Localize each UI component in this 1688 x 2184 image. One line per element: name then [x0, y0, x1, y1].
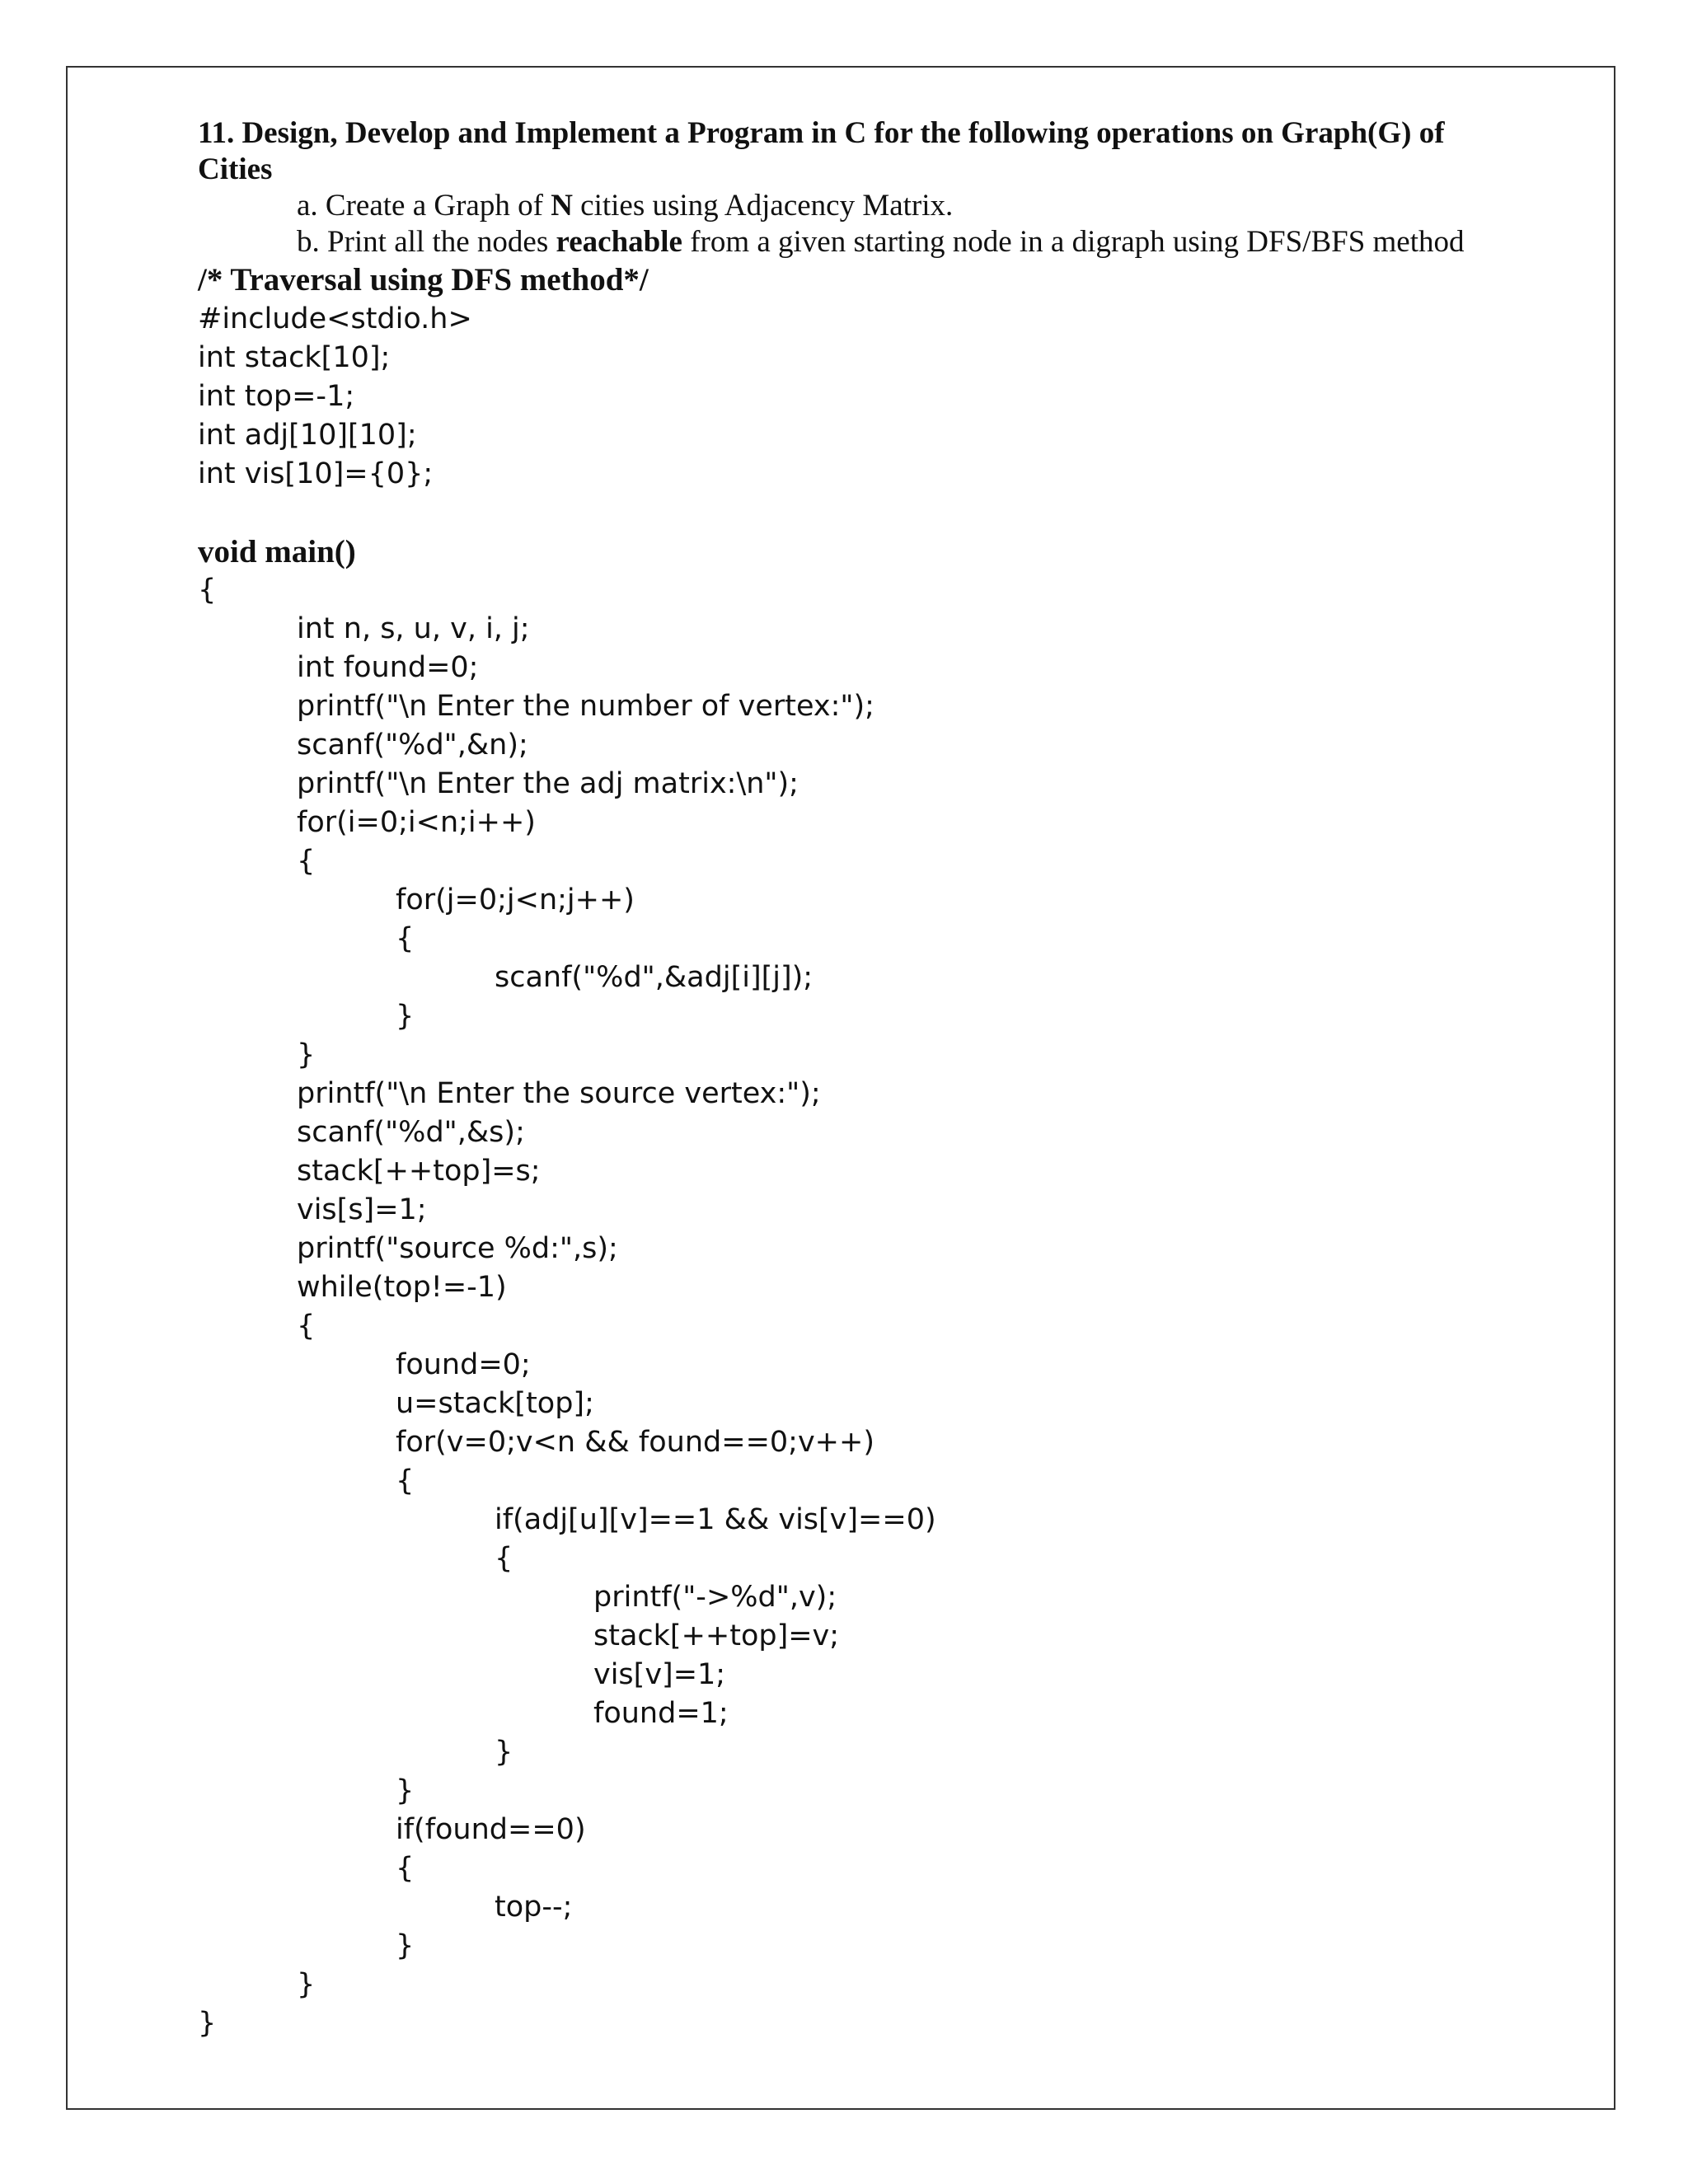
code-line: printf("\n Enter the number of vertex:");	[297, 690, 874, 723]
code-line: {	[297, 845, 316, 878]
main-signature: void main()	[198, 534, 356, 569]
code-line: printf("source %d:",s);	[297, 1232, 618, 1265]
code-line: }	[198, 2007, 217, 2040]
code-line: int n, s, u, v, i, j;	[297, 612, 530, 645]
requirement-a: a. Create a Graph of N cities using Adjacency Matrix.	[297, 189, 954, 223]
code-line: {	[396, 1465, 415, 1497]
code-line: {	[297, 1310, 316, 1343]
code-line: found=1;	[593, 1697, 729, 1730]
code-line: {	[396, 1852, 415, 1885]
code-line: found=0;	[396, 1348, 531, 1381]
code-line: printf("->%d",v);	[593, 1581, 837, 1614]
code-line: {	[396, 922, 415, 955]
code-line: int vis[10]={0};	[198, 457, 434, 490]
blank-line	[198, 494, 1517, 532]
code-line: {	[495, 1542, 513, 1575]
code-line: u=stack[top];	[396, 1387, 594, 1420]
code-line: printf("\n Enter the source vertex:");	[297, 1077, 821, 1110]
requirements-list	[198, 188, 1517, 260]
code-line: }	[495, 1736, 513, 1769]
code-line: int adj[10][10];	[198, 419, 417, 452]
code-line: top--;	[495, 1891, 573, 1924]
program-title-line2: Cities	[198, 152, 273, 186]
code-line: vis[s]=1;	[297, 1193, 427, 1226]
code-line: if(adj[u][v]==1 && vis[v]==0)	[495, 1503, 936, 1536]
code-line: }	[396, 1000, 415, 1033]
code-line: int found=0;	[297, 651, 479, 684]
code-listing	[198, 300, 1517, 2043]
code-line: for(j=0;j<n;j++)	[396, 883, 635, 916]
code-line: #include<stdio.h>	[198, 302, 472, 335]
program-title-line1: 11. Design, Develop and Implement a Program in C for the following operations on Graph(G) of	[198, 116, 1445, 150]
code-line: scanf("%d",&adj[i][j]);	[495, 961, 814, 994]
code-line: int stack[10];	[198, 341, 391, 374]
code-line: while(top!=-1)	[297, 1271, 507, 1304]
code-comment: /* Traversal using DFS method*/	[198, 262, 649, 298]
code-line: scanf("%d",&n);	[297, 729, 528, 762]
requirement-b: b. Print all the nodes reachable from a given starting node in a digraph using DFS/BFS method	[297, 225, 1465, 259]
code-line: stack[++top]=s;	[297, 1155, 541, 1188]
code-line: }	[297, 1038, 316, 1071]
document-content	[198, 115, 1517, 2043]
code-line: stack[++top]=v;	[593, 1619, 840, 1652]
code-line: vis[v]=1;	[593, 1658, 726, 1691]
code-line: }	[297, 1968, 316, 2001]
code-line: for(i=0;i<n;i++)	[297, 806, 536, 839]
code-line: int top=-1;	[198, 380, 355, 413]
code-line: }	[396, 1929, 415, 1962]
code-line: }	[396, 1774, 415, 1807]
program-title	[198, 115, 1517, 188]
code-line: if(found==0)	[396, 1813, 586, 1846]
code-line: for(v=0;v<n && found==0;v++)	[396, 1426, 874, 1459]
code-line: scanf("%d",&s);	[297, 1116, 525, 1149]
code-line: {	[198, 574, 217, 607]
code-line: printf("\n Enter the adj matrix:\n");	[297, 767, 799, 800]
